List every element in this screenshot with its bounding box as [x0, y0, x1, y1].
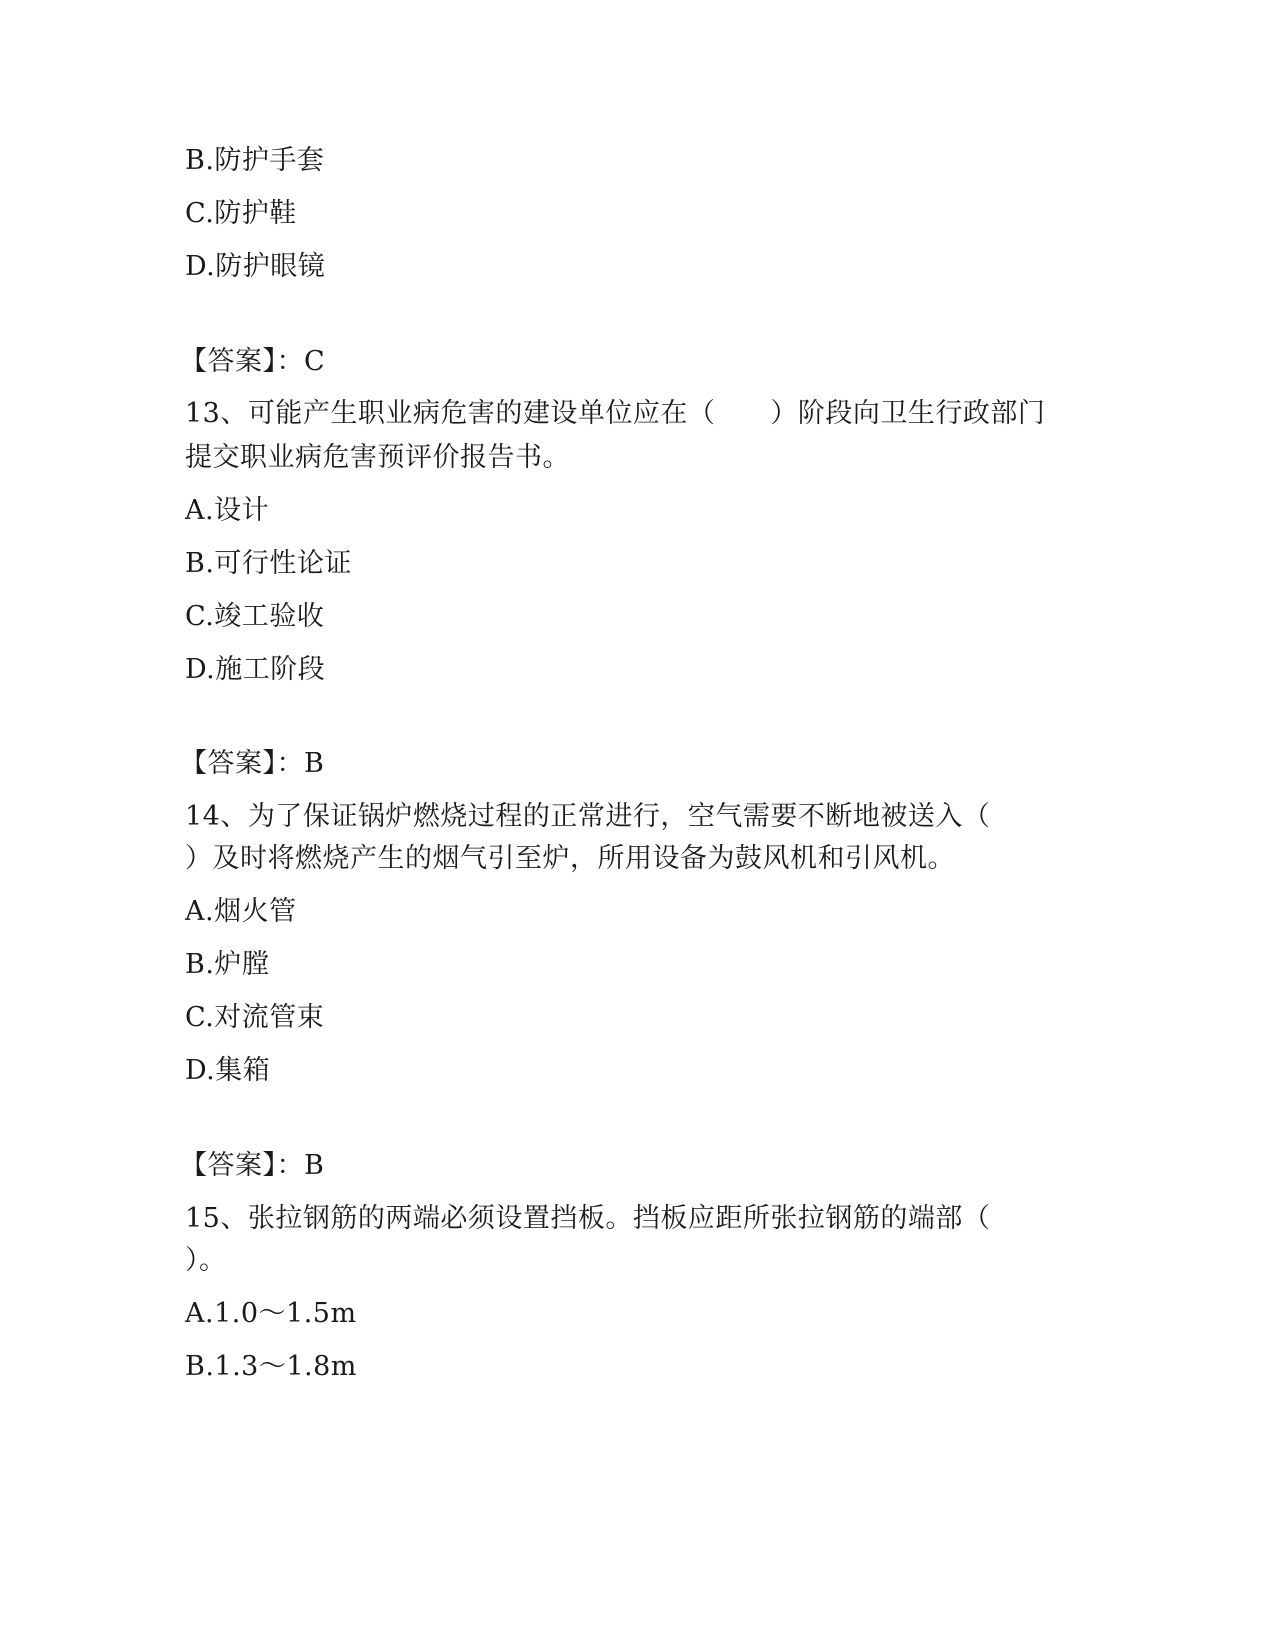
q14-option-a: A.烟火管	[185, 896, 297, 927]
q14-answer: 【答案】：B	[180, 1150, 325, 1181]
q12-option-c: C.防护鞋	[185, 198, 297, 229]
q14-stem-line2: ）及时将燃烧产生的烟气引至炉，所用设备为鼓风机和引风机。	[185, 843, 955, 874]
q12-option-d: D.防护眼镜	[185, 251, 326, 282]
q13-stem-line1: 13、可能产生职业病危害的建设单位应在（ ）阶段向卫生行政部门	[185, 398, 1046, 429]
q14-option-d: D.集箱	[185, 1055, 271, 1086]
q14-option-c: C.对流管束	[185, 1002, 325, 1033]
q15-stem-line1: 15、张拉钢筋的两端必须设置挡板。挡板应距所张拉钢筋的端部（	[185, 1203, 991, 1234]
q13-option-d: D.施工阶段	[185, 654, 326, 685]
q13-option-a: A.设计	[185, 495, 270, 526]
q14-option-b: B.炉膛	[185, 949, 270, 980]
q12-option-b: B.防护手套	[185, 145, 325, 176]
q13-stem-line2: 提交职业病危害预评价报告书。	[185, 442, 570, 473]
q14-stem-line1: 14、为了保证锅炉燃烧过程的正常进行，空气需要不断地被送入（	[185, 801, 991, 832]
q13-option-b: B.可行性论证	[185, 548, 352, 579]
q12-answer: 【答案】：C	[180, 346, 326, 377]
q15-option-a: A.1.0～1.5m	[185, 1298, 357, 1329]
q15-stem-line2: ）。	[185, 1245, 227, 1276]
q13-answer: 【答案】：B	[180, 748, 325, 779]
q15-option-b: B.1.3～1.8m	[185, 1351, 357, 1382]
q13-option-c: C.竣工验收	[185, 601, 325, 632]
